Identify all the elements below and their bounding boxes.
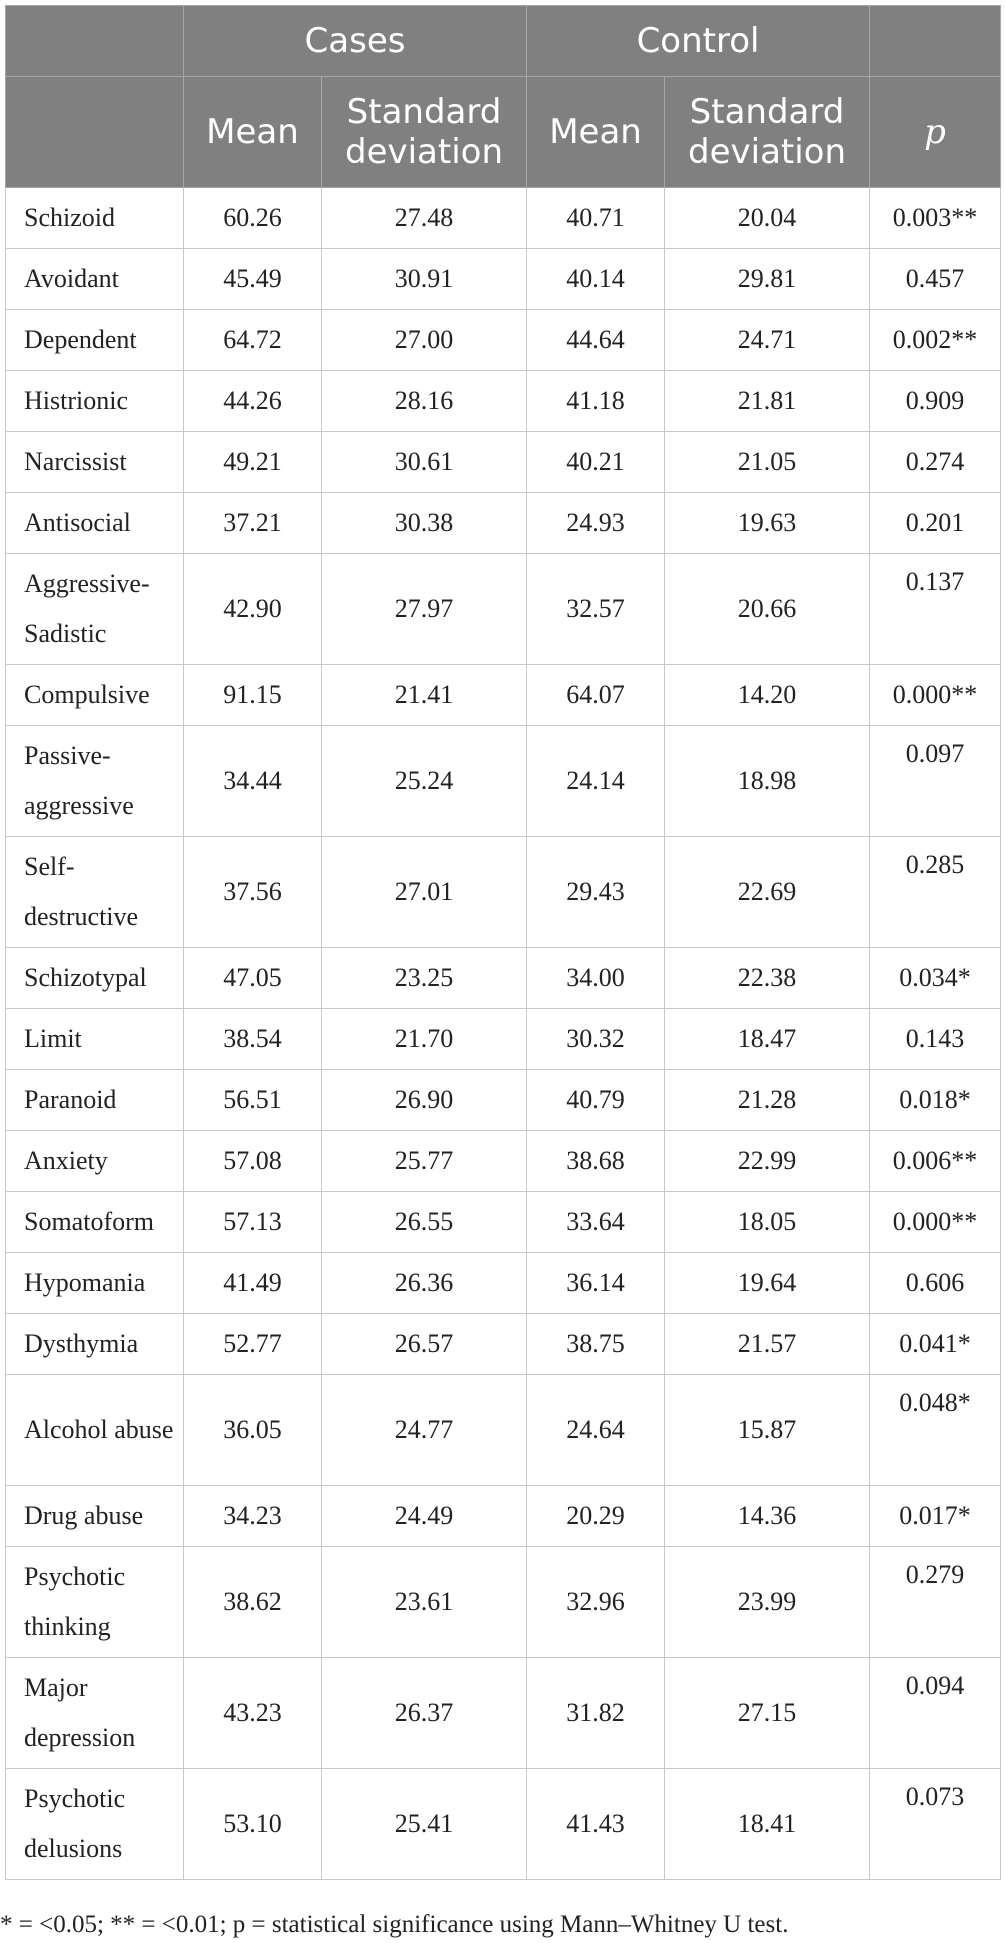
row-label: Dependent — [6, 310, 184, 371]
control-mean-cell: 40.71 — [527, 188, 665, 249]
cases-std-cell: 24.77 — [322, 1375, 527, 1486]
cases-std-cell: 30.38 — [322, 493, 527, 554]
cases-mean-cell: 38.54 — [184, 1009, 322, 1070]
row-label: Limit — [6, 1009, 184, 1070]
table-row — [6, 1009, 1001, 1070]
cases-std-cell: 26.36 — [322, 1253, 527, 1314]
p-value-cell: 0.017* — [870, 1486, 1001, 1547]
cases-std-cell: 27.48 — [322, 188, 527, 249]
table-row — [6, 1070, 1001, 1131]
cases-std-cell: 26.55 — [322, 1192, 527, 1253]
cases-mean-cell: 57.13 — [184, 1192, 322, 1253]
cases-mean-cell: 34.44 — [184, 726, 322, 837]
cases-std-cell: 23.25 — [322, 948, 527, 1009]
control-std-cell: 21.28 — [665, 1070, 870, 1131]
control-mean-cell: 44.64 — [527, 310, 665, 371]
cases-std-cell: 21.41 — [322, 665, 527, 726]
p-value-cell: 0.000** — [870, 665, 1001, 726]
table-row — [6, 1547, 1001, 1658]
control-mean-cell: 38.68 — [527, 1131, 665, 1192]
table-row — [6, 665, 1001, 726]
control-std-cell: 18.05 — [665, 1192, 870, 1253]
row-label: Passive-aggressive — [6, 726, 184, 837]
row-label: Paranoid — [6, 1070, 184, 1131]
header-cases-mean: Mean — [184, 77, 322, 188]
cases-std-cell: 26.37 — [322, 1658, 527, 1769]
control-mean-cell: 33.64 — [527, 1192, 665, 1253]
cases-mean-cell: 57.08 — [184, 1131, 322, 1192]
row-label: Self-destructive — [6, 837, 184, 948]
control-mean-cell: 20.29 — [527, 1486, 665, 1547]
cases-mean-cell: 49.21 — [184, 432, 322, 493]
table-row — [6, 1131, 1001, 1192]
control-mean-cell: 32.96 — [527, 1547, 665, 1658]
control-mean-cell: 38.75 — [527, 1314, 665, 1375]
cases-std-cell: 26.90 — [322, 1070, 527, 1131]
row-label: Aggressive-Sadistic — [6, 554, 184, 665]
cases-std-cell: 27.97 — [322, 554, 527, 665]
control-std-cell: 19.64 — [665, 1253, 870, 1314]
table-header — [6, 6, 1001, 188]
table-row — [6, 310, 1001, 371]
cases-mean-cell: 36.05 — [184, 1375, 322, 1486]
table-row — [6, 554, 1001, 665]
table-row — [6, 493, 1001, 554]
p-value-cell: 0.201 — [870, 493, 1001, 554]
row-label: Hypomania — [6, 1253, 184, 1314]
header-empty-cell-p — [870, 6, 1001, 77]
control-std-cell: 14.36 — [665, 1486, 870, 1547]
table-row — [6, 1253, 1001, 1314]
p-value-cell: 0.000** — [870, 1192, 1001, 1253]
control-std-cell: 22.99 — [665, 1131, 870, 1192]
header-control-std: Standard deviation — [665, 77, 870, 188]
control-mean-cell: 29.43 — [527, 837, 665, 948]
cases-mean-cell: 37.21 — [184, 493, 322, 554]
control-std-cell: 19.63 — [665, 493, 870, 554]
cases-mean-cell: 43.23 — [184, 1658, 322, 1769]
control-std-cell: 27.15 — [665, 1658, 870, 1769]
control-std-cell: 22.69 — [665, 837, 870, 948]
header-empty-cell — [6, 6, 184, 77]
control-mean-cell: 24.64 — [527, 1375, 665, 1486]
cases-std-cell: 30.91 — [322, 249, 527, 310]
p-value-cell: 0.457 — [870, 249, 1001, 310]
p-value-cell: 0.006** — [870, 1131, 1001, 1192]
control-mean-cell: 41.18 — [527, 371, 665, 432]
control-std-cell: 22.38 — [665, 948, 870, 1009]
control-std-cell: 20.66 — [665, 554, 870, 665]
table-footnote: * = <0.05; ** = <0.01; p = statistical significance using Mann–Whitney U test. — [0, 1911, 789, 1938]
p-value-cell: 0.143 — [870, 1009, 1001, 1070]
cases-std-cell: 30.61 — [322, 432, 527, 493]
cases-std-cell: 27.00 — [322, 310, 527, 371]
p-value-cell: 0.274 — [870, 432, 1001, 493]
cases-mean-cell: 44.26 — [184, 371, 322, 432]
row-label: Dysthymia — [6, 1314, 184, 1375]
table-body — [6, 188, 1001, 1880]
control-std-cell: 18.98 — [665, 726, 870, 837]
p-value-cell: 0.073 — [870, 1769, 1001, 1880]
row-label: Antisocial — [6, 493, 184, 554]
control-mean-cell: 64.07 — [527, 665, 665, 726]
table-row — [6, 1486, 1001, 1547]
cases-std-cell: 26.57 — [322, 1314, 527, 1375]
cases-mean-cell: 52.77 — [184, 1314, 322, 1375]
control-std-cell: 21.81 — [665, 371, 870, 432]
row-label: Schizotypal — [6, 948, 184, 1009]
row-label: Avoidant — [6, 249, 184, 310]
table-row — [6, 948, 1001, 1009]
cases-std-cell: 23.61 — [322, 1547, 527, 1658]
control-mean-cell: 24.14 — [527, 726, 665, 837]
row-label: Drug abuse — [6, 1486, 184, 1547]
control-std-cell: 14.20 — [665, 665, 870, 726]
cases-std-cell: 24.49 — [322, 1486, 527, 1547]
row-label: Psychotic delusions — [6, 1769, 184, 1880]
control-std-cell: 24.71 — [665, 310, 870, 371]
control-mean-cell: 40.79 — [527, 1070, 665, 1131]
control-mean-cell: 41.43 — [527, 1769, 665, 1880]
row-label: Histrionic — [6, 371, 184, 432]
table-row — [6, 1769, 1001, 1880]
cases-mean-cell: 91.15 — [184, 665, 322, 726]
table-row — [6, 1375, 1001, 1486]
cases-std-cell: 25.24 — [322, 726, 527, 837]
table-row — [6, 249, 1001, 310]
p-value-cell: 0.285 — [870, 837, 1001, 948]
data-table — [5, 5, 1001, 1880]
p-value-cell: 0.137 — [870, 554, 1001, 665]
control-mean-cell: 40.21 — [527, 432, 665, 493]
table-container — [5, 5, 1000, 1880]
header-group-cases: Cases — [184, 6, 527, 77]
cases-mean-cell: 41.49 — [184, 1253, 322, 1314]
header-cases-std: Standard deviation — [322, 77, 527, 188]
control-mean-cell: 40.14 — [527, 249, 665, 310]
table-row — [6, 1658, 1001, 1769]
p-value-cell: 0.041* — [870, 1314, 1001, 1375]
control-std-cell: 18.47 — [665, 1009, 870, 1070]
cases-std-cell: 25.41 — [322, 1769, 527, 1880]
p-value-cell: 0.018* — [870, 1070, 1001, 1131]
cases-mean-cell: 42.90 — [184, 554, 322, 665]
table-row — [6, 726, 1001, 837]
control-mean-cell: 34.00 — [527, 948, 665, 1009]
p-value-cell: 0.048* — [870, 1375, 1001, 1486]
table-row — [6, 837, 1001, 948]
p-value-cell: 0.909 — [870, 371, 1001, 432]
cases-std-cell: 21.70 — [322, 1009, 527, 1070]
table-row — [6, 432, 1001, 493]
cases-std-cell: 25.77 — [322, 1131, 527, 1192]
cases-std-cell: 28.16 — [322, 371, 527, 432]
cases-mean-cell: 37.56 — [184, 837, 322, 948]
table-row — [6, 1314, 1001, 1375]
control-std-cell: 21.57 — [665, 1314, 870, 1375]
control-mean-cell: 24.93 — [527, 493, 665, 554]
row-label: Narcissist — [6, 432, 184, 493]
p-value-cell: 0.003** — [870, 188, 1001, 249]
p-value-cell: 0.279 — [870, 1547, 1001, 1658]
cases-mean-cell: 45.49 — [184, 249, 322, 310]
control-mean-cell: 36.14 — [527, 1253, 665, 1314]
header-p: p — [870, 77, 1001, 188]
control-mean-cell: 32.57 — [527, 554, 665, 665]
header-group-control: Control — [527, 6, 870, 77]
cases-mean-cell: 53.10 — [184, 1769, 322, 1880]
row-label: Somatoform — [6, 1192, 184, 1253]
row-label: Schizoid — [6, 188, 184, 249]
cases-mean-cell: 47.05 — [184, 948, 322, 1009]
control-std-cell: 18.41 — [665, 1769, 870, 1880]
row-label: Major depression — [6, 1658, 184, 1769]
control-std-cell: 20.04 — [665, 188, 870, 249]
header-label-cell — [6, 77, 184, 188]
table-row — [6, 371, 1001, 432]
p-value-cell: 0.002** — [870, 310, 1001, 371]
control-mean-cell: 31.82 — [527, 1658, 665, 1769]
cases-mean-cell: 56.51 — [184, 1070, 322, 1131]
control-std-cell: 21.05 — [665, 432, 870, 493]
p-value-cell: 0.097 — [870, 726, 1001, 837]
table-row — [6, 1192, 1001, 1253]
row-label: Alcohol abuse — [6, 1375, 184, 1486]
row-label: Anxiety — [6, 1131, 184, 1192]
control-std-cell: 15.87 — [665, 1375, 870, 1486]
cases-mean-cell: 34.23 — [184, 1486, 322, 1547]
row-label: Compulsive — [6, 665, 184, 726]
p-value-cell: 0.034* — [870, 948, 1001, 1009]
cases-std-cell: 27.01 — [322, 837, 527, 948]
cases-mean-cell: 60.26 — [184, 188, 322, 249]
control-std-cell: 29.81 — [665, 249, 870, 310]
p-value-cell: 0.094 — [870, 1658, 1001, 1769]
cases-mean-cell: 38.62 — [184, 1547, 322, 1658]
p-value-cell: 0.606 — [870, 1253, 1001, 1314]
cases-mean-cell: 64.72 — [184, 310, 322, 371]
control-mean-cell: 30.32 — [527, 1009, 665, 1070]
table-row — [6, 188, 1001, 249]
row-label: Psychotic thinking — [6, 1547, 184, 1658]
header-control-mean: Mean — [527, 77, 665, 188]
control-std-cell: 23.99 — [665, 1547, 870, 1658]
